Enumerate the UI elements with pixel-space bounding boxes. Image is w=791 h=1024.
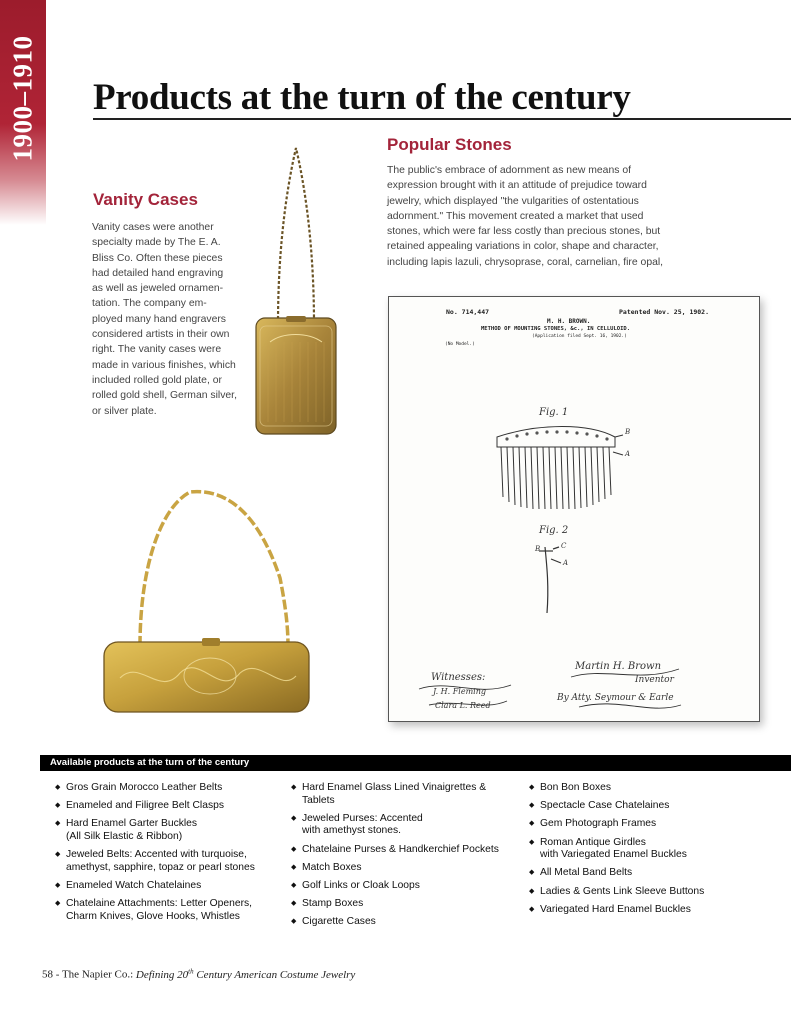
footer-book-title-sup: th (188, 967, 194, 975)
popular-stones-body (387, 163, 687, 270)
patent-fig2-label: Fig. 2 (539, 525, 569, 536)
product-item: ◆ Gem Photograph Frames (529, 818, 759, 831)
product-item: ◆ Chatelaine Attachments: Letter Openers, Charm Knives, Glove Hooks, Whistles (55, 898, 280, 923)
product-item: ◆ All Metal Band Belts (529, 867, 759, 880)
product-item: ◆ Hard Enamel Garter Buckles (All Silk Elastic & Ribbon) (55, 818, 280, 843)
product-item: ◆ Stamp Boxes (291, 898, 521, 911)
product-item: ◆ Jeweled Belts: Accented with turquoise, amethyst, sapphire, topaz or pearl stones (55, 849, 280, 874)
stones-line: stones, which were far less costly than precious stones, but (387, 226, 661, 238)
vanity-line: right. The vanity cases were (92, 344, 222, 356)
products-column-1 (55, 782, 280, 929)
product-item: ◆ Match Boxes (291, 862, 521, 875)
product-item: ◆ Jeweled Purses: Accented with amethyst stones. (291, 813, 521, 838)
patent-label-a: A (625, 450, 631, 458)
product-item: ◆ Hard Enamel Glass Lined Vinaigrettes & Tablets (291, 782, 521, 807)
patent-drawing (388, 296, 760, 722)
product-item: ◆ Roman Antique Girdles with Variegated Enamel Buckles (529, 837, 759, 862)
vanity-line: specialty made by The E. A. (92, 237, 221, 249)
vanity-line: ployed many hand engravers (92, 313, 227, 325)
footer-book-title-a: Defining 20 (135, 968, 189, 981)
vanity-line: rolled gold shell, German silver, (92, 390, 237, 402)
stones-line: jewelry, which displayed "the vulgarities of ostentatious (387, 195, 639, 207)
footer-book-title (136, 969, 355, 981)
vanity-line: had detailed hand engraving (92, 267, 224, 279)
products-bar: Available products at the turn of the century (40, 755, 791, 771)
vanity-line: Bliss Co. Often these pieces (92, 252, 223, 264)
patent-inventor-name: M. H. BROWN. (547, 318, 591, 325)
title-rule (93, 118, 791, 120)
patent-witnesses: Witnesses: (431, 672, 486, 683)
vanity-case-photo-1 (248, 142, 344, 442)
product-item: ◆ Variegated Hard Enamel Buckles (529, 904, 759, 917)
patent-label-c: C (561, 542, 567, 550)
patent-fig1-label: Fig. 1 (539, 407, 569, 418)
stones-line: including lapis lazuli, chrysoprase, coral, carnelian, fire opal, (387, 256, 664, 268)
patent-model: (No Model.) (445, 342, 475, 347)
patent-inventor-label: Inventor (635, 675, 674, 685)
vanity-line: or silver plate. (92, 405, 157, 417)
product-item: ◆ Ladies & Gents Link Sleeve Buttons (529, 886, 759, 899)
patent-date: Patented Nov. 25, 1902. (619, 308, 710, 316)
product-item: ◆ Bon Bon Boxes (529, 782, 759, 795)
patent-attorney: By Atty. Seymour & Earle (557, 693, 674, 703)
patent-label-b2: B (535, 545, 541, 553)
patent-label-b: B (625, 428, 631, 436)
vanity-case-photo-2 (100, 478, 315, 718)
stones-line: retained appealing variations in color, shape and character, (387, 241, 659, 253)
vanity-line: made in various finishes, which (92, 359, 236, 371)
stones-line: expression brought with it an attitude of prejudice toward (387, 180, 647, 192)
patent-figures (389, 297, 761, 723)
patent-witness-1: J. H. Fleming (433, 687, 486, 696)
product-item: ◆ Chatelaine Purses & Handkerchief Pockets (291, 844, 521, 857)
vanity-line: included rolled gold plate, or (92, 374, 222, 386)
popular-stones-heading: Popular Stones (387, 135, 512, 154)
vanity-line: considered artists in their own (92, 329, 230, 341)
products-column-2 (291, 782, 521, 935)
vanity-line: tation. The company em- (92, 298, 207, 310)
side-tab-label: 1900–1910 (7, 35, 38, 161)
page-footer (42, 967, 355, 981)
patent-method: METHOD OF MOUNTING STONES, &c., IN CELLULOID. (481, 326, 631, 332)
product-item: ◆ Cigarette Cases (291, 916, 521, 929)
stones-line: The public's embrace of adornment as new means of (387, 165, 631, 176)
patent-witness-2: Clara L. Reed (435, 701, 491, 710)
stones-line: adornment." This movement created a market that used (387, 210, 644, 222)
patent-number: No. 714,447 (446, 308, 490, 316)
patent-application: (Application filed Sept. 16, 1902.) (532, 334, 627, 339)
footer-prefix: 58 - The Napier Co.: (42, 968, 134, 981)
side-tab-label-wrap (0, 18, 46, 178)
product-item: ◆ Spectacle Case Chatelaines (529, 800, 759, 813)
page-title: Products at the turn of the century (93, 77, 631, 118)
vanity-cases-body (92, 220, 242, 419)
product-item: ◆ Gros Grain Morocco Leather Belts (55, 782, 280, 795)
patent-signature: Martin H. Brown (575, 661, 662, 672)
products-column-3 (529, 782, 759, 922)
vanity-cases-heading: Vanity Cases (93, 190, 198, 209)
product-item: ◆ Golf Links or Cloak Loops (291, 880, 521, 893)
patent-label-a2: A (563, 559, 569, 567)
vanity-line: as well as jeweled ornamen- (92, 283, 224, 295)
product-item: ◆ Enameled Watch Chatelaines (55, 880, 280, 893)
vanity-line: Vanity cases were another (92, 222, 214, 233)
product-item: ◆ Enameled and Filigree Belt Clasps (55, 800, 280, 813)
footer-book-title-b: Century American Costume Jewelry (193, 968, 356, 981)
